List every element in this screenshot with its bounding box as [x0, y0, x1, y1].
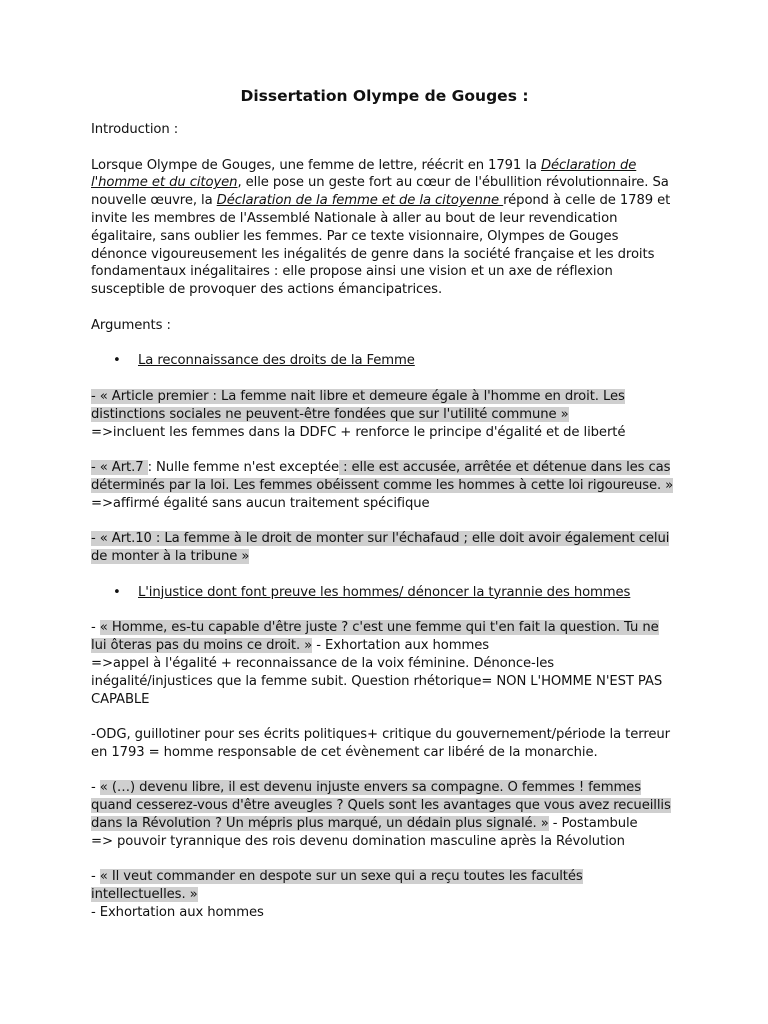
spacer: [91, 513, 678, 531]
quote-despote-comment: - Exhortation aux hommes: [91, 905, 264, 921]
quote-postambule-comment: => pouvoir tyrannique des rois devenu domination masculine après la Révolution: [91, 833, 625, 849]
quote-article-1-text: - « Article premier : La femme nait libre et demeure égale à l'homme en droit. Les distinctions sociales ne peuvent-être fondées que sur l'utilité commune »: [91, 388, 625, 422]
quote-homme-source: - Exhortation aux hommes: [312, 638, 490, 654]
odg-paragraph: -ODG, guillotiner pour ses écrits politiques+ critique du gouvernement/période la terreur en 1793 = homme responsable de cet évènement car libéré de la monarchie.: [91, 727, 670, 760]
spacer: [91, 851, 678, 869]
quote-article-7-comment: =>affirmé égalité sans aucun traitement spécifique: [91, 495, 430, 511]
quote-article-7: [91, 459, 678, 495]
quote-article-1-comment: =>incluent les femmes dans la DDFC + renforce le principe d'égalité et de liberté: [91, 424, 626, 440]
quote-article-7-part-c: : elle est accusée, arrêtée et détenue dans les cas déterminés par la loi. Les femmes obéissent comme les hommes à cette loi rigoureuse. »: [91, 460, 674, 493]
intro-text-3: répond à celle de 1789 et invite les membres de l'Assemblé Nationale à aller au bout de leur revendication égalitaire, sans oublier les femmes. Par ce texte visionnaire, Olympes de Gouges dénonce vigoureusement les inégalités de genre dans la société française et les droits fondamentaux inégalitaires : elle propose ainsi une vision et un axe de réflexion susceptible de provoquer des actions émancipatrices.: [91, 193, 671, 298]
quote-despote: [91, 868, 678, 904]
intro-text-2: , elle pose un geste fort au cœur de l'ébullition révolutionnaire. Sa nouvelle œuvre, la: [91, 175, 669, 209]
ddhc-title: Déclaration de l'homme et du citoyen: [91, 157, 637, 191]
spacer: [91, 762, 678, 780]
spacer: [91, 370, 678, 388]
spacer: [91, 441, 678, 459]
quote-homme-comment: =>appel à l'égalité + reconnaissance de la voix féminine. Dénonce-les inégalité/injustices que la femme subit. Question rhétorique= NON L'HOMME N'EST PAS CAPABLE: [91, 655, 663, 707]
quote-homme-prefix: -: [91, 620, 100, 636]
spacer: [91, 299, 678, 317]
quote-homme: [91, 619, 678, 655]
spacer: [91, 335, 678, 353]
bullet-label-injustice: L'injustice dont font preuve les hommes/ dénoncer la tyrannie des hommes: [138, 584, 631, 600]
spacer: [91, 139, 678, 157]
bullet-label-rights: La reconnaissance des droits de la Femme: [138, 353, 415, 369]
quote-postambule-text: « (…) devenu libre, il est devenu injuste envers sa compagne. O femmes ! femmes quand cesserez-vous d'être aveugles ? Quels sont les avantages que vous avez recueillis dans la Révolution ? Un mépris plus marqué, un dédain plus signalé. »: [91, 780, 671, 832]
bullet-item-injustice: [91, 584, 678, 602]
ddfc-title: Déclaration de la femme et de la citoyenne: [216, 193, 504, 209]
spacer: [91, 566, 678, 584]
quote-postambule: [91, 779, 678, 832]
quote-postambule-prefix: -: [91, 780, 100, 796]
bullet-icon: •: [113, 584, 121, 600]
document-title: Dissertation Olympe de Gouges :: [240, 87, 529, 105]
spacer: [91, 708, 678, 726]
intro-paragraph: [91, 157, 678, 299]
quote-homme-text: « Homme, es-tu capable d'être juste ? c'est une femme qui t'en fait la question. Tu ne lui ôteras pas du moins ce droit. »: [91, 620, 659, 654]
spacer: [91, 602, 678, 620]
quote-article-7-part-b: : Nulle femme n'est exceptée: [147, 460, 339, 476]
quote-postambule-source: - Postambule: [548, 816, 638, 832]
quote-despote-prefix: -: [91, 869, 100, 885]
bullet-icon: •: [113, 353, 121, 369]
quote-article-7-part-a: - « Art.7: [91, 460, 148, 476]
quote-article-10: [91, 530, 678, 566]
intro-text-1: Lorsque Olympe de Gouges, une femme de lettre, réécrit en 1791 la: [91, 157, 541, 173]
quote-despote-text: « Il veut commander en despote sur un sexe qui a reçu toutes les facultés intellectuelles. »: [91, 869, 583, 903]
arguments-heading: Arguments :: [91, 317, 171, 333]
quote-article-10-text: - « Art.10 : La femme à le droit de monter sur l'échafaud ; elle doit avoir également celui de monter à la tribune »: [91, 531, 670, 565]
introduction-heading: Introduction :: [91, 122, 179, 137]
quote-article-1: [91, 388, 678, 424]
bullet-item-rights: [91, 352, 678, 370]
